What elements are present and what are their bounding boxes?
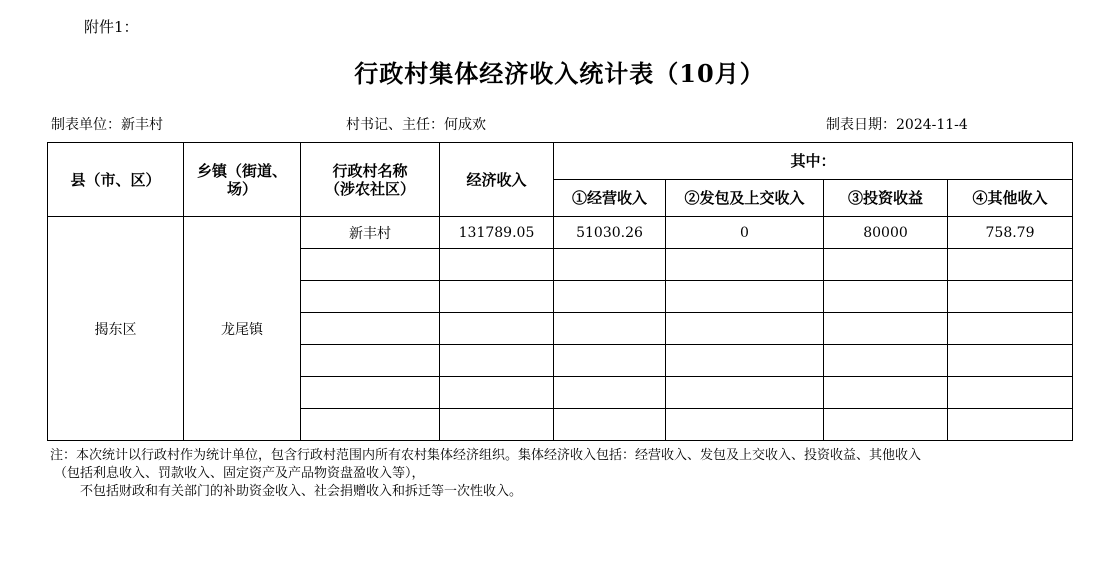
cell-village	[301, 313, 440, 345]
header-income: 经济收入	[440, 143, 554, 217]
footnote-line-2: （包括利息收入、罚款收入、固定资产及产品物资盘盈收入等），	[54, 466, 425, 481]
header-town-line1: 乡镇（街道、	[196, 161, 287, 180]
cell-operating	[554, 313, 666, 345]
cell-investment	[824, 377, 948, 409]
cell-other	[948, 281, 1073, 313]
cell-contract	[666, 377, 824, 409]
cell-income	[440, 249, 554, 281]
table-row	[48, 217, 1073, 249]
header-contract-income: ②发包及上交收入	[666, 180, 824, 217]
cell-operating	[554, 249, 666, 281]
income-statistics-table	[47, 142, 1073, 441]
cell-income	[440, 409, 554, 441]
cell-contract: 0	[666, 217, 824, 249]
cell-village	[301, 249, 440, 281]
header-town	[184, 143, 301, 217]
header-among: 其中：	[554, 143, 1073, 180]
cell-operating	[554, 281, 666, 313]
header-other-income: ④其他收入	[948, 180, 1073, 217]
cell-operating	[554, 409, 666, 441]
cell-income	[440, 377, 554, 409]
header-row	[48, 143, 1073, 180]
footnote-line-3: 不包括财政和有关部门的补助资金收入、社会捐赠收入和拆迁等一次性收入。	[80, 484, 523, 499]
cell-income: 131789.05	[440, 217, 554, 249]
cell-other	[948, 313, 1073, 345]
cell-other	[948, 377, 1073, 409]
header-county: 县（市、区）	[48, 143, 184, 217]
header-village-line2: （涉农社区）	[324, 179, 415, 198]
cell-operating: 51030.26	[554, 217, 666, 249]
cell-income	[440, 313, 554, 345]
footnote	[50, 447, 1110, 501]
cell-other	[948, 409, 1073, 441]
attachment-label: 附件1：	[84, 18, 139, 36]
cell-other	[948, 345, 1073, 377]
cell-contract	[666, 281, 824, 313]
cell-investment	[824, 409, 948, 441]
cell-village: 新丰村	[301, 217, 440, 249]
village-secretary: 村书记、主任：何成欢	[346, 117, 486, 133]
cell-other: 758.79	[948, 217, 1073, 249]
cell-investment	[824, 313, 948, 345]
cell-investment: 80000	[824, 217, 948, 249]
cell-investment	[824, 281, 948, 313]
cell-contract	[666, 313, 824, 345]
cell-operating	[554, 377, 666, 409]
cell-county: 揭东区	[48, 217, 184, 441]
page-title: 行政村集体经济收入统计表（10月）	[354, 59, 765, 88]
cell-income	[440, 345, 554, 377]
cell-village	[301, 409, 440, 441]
header-village	[301, 143, 440, 217]
cell-town: 龙尾镇	[184, 217, 301, 441]
header-village-line1: 行政村名称	[332, 161, 408, 180]
cell-contract	[666, 345, 824, 377]
cell-village	[301, 281, 440, 313]
cell-other	[948, 249, 1073, 281]
cell-contract	[666, 249, 824, 281]
header-operating-income: ①经营收入	[554, 180, 666, 217]
prepared-by-unit: 制表单位：新丰村	[51, 117, 163, 133]
cell-village	[301, 345, 440, 377]
cell-investment	[824, 249, 948, 281]
cell-operating	[554, 345, 666, 377]
header-town-line2: 场）	[226, 179, 257, 198]
cell-contract	[666, 409, 824, 441]
cell-income	[440, 281, 554, 313]
prepared-date: 制表日期：2024-11-4	[826, 117, 968, 133]
footnote-line-1: 注：本次统计以行政村作为统计单位，包含行政村范围内所有农村集体经济组织。集体经济收入包括：经营收入、发包及上交收入、投资收益、其他收入	[50, 448, 922, 463]
cell-investment	[824, 345, 948, 377]
header-investment-income: ③投资收益	[824, 180, 948, 217]
cell-village	[301, 377, 440, 409]
